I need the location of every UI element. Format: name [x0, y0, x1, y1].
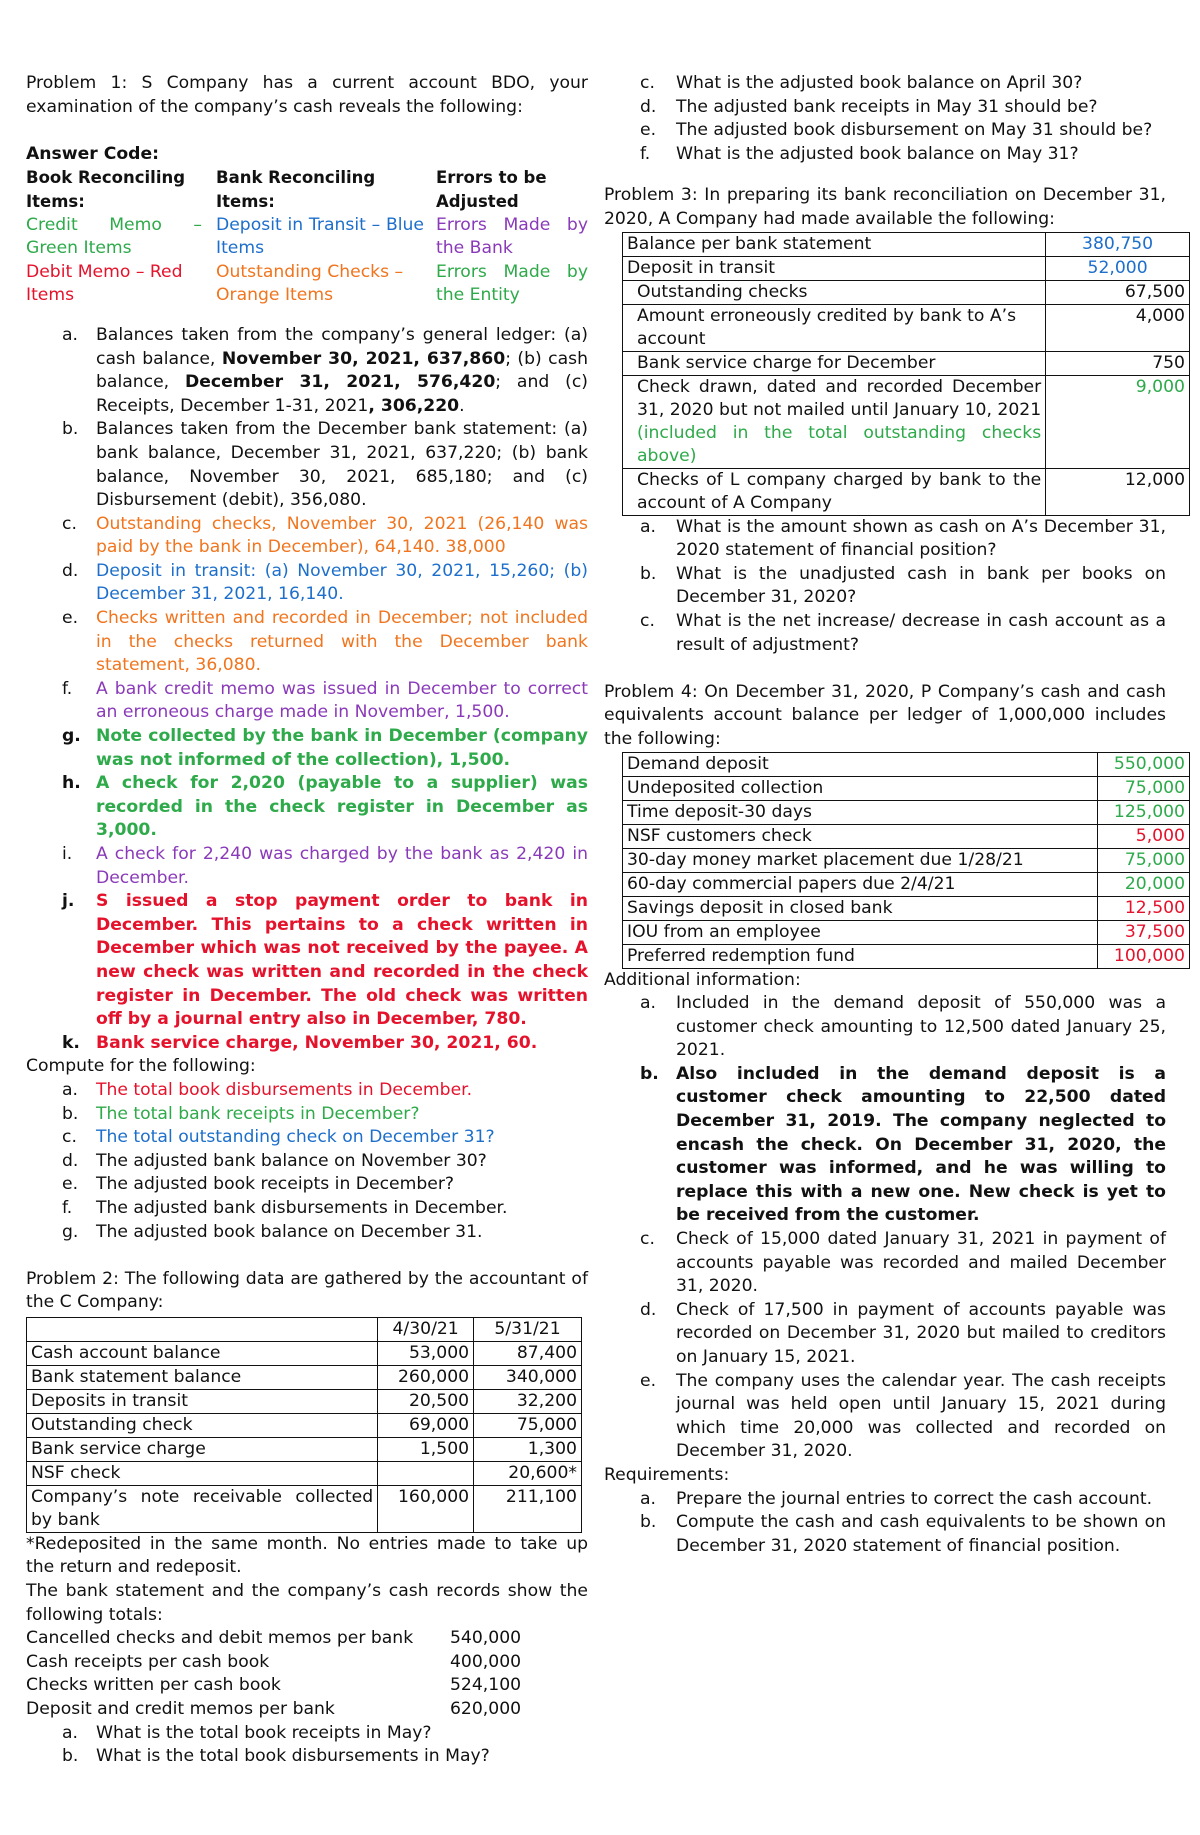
table-row: 60-day commercial papers due 2/4/21 20,000 [623, 872, 1190, 896]
right-column [604, 72, 1185, 1558]
list-item: d. Deposit in transit: (a) November 30, 2021, 15,260; (b) December 31, 2021, 16,140. [62, 560, 588, 605]
problem1-questions [26, 1079, 588, 1244]
legend-bank-errors: Errors Made by the Bank [436, 214, 588, 259]
list-item: c. Check of 15,000 dated January 31, 2021 in payment of accounts payable was recorded and mailed December 31, 2020. [640, 1229, 1166, 1297]
list-item: a. Prepare the journal entries to correct the cash account. [640, 1488, 1153, 1509]
table-row: Check drawn, dated and recorded December 31, 2020 but not mailed until January 10, 2021 (included in the total outstanding checks above) 9,000 [623, 375, 1190, 468]
legend-header-bank: Bank Reconciling [216, 168, 376, 188]
problem2-questions-left [26, 1722, 588, 1769]
list-item: j. S issued a stop payment order to bank in December. This pertains to a check written in December which was not received by the payee. A new check was written and recorded in the check register in December. The old check was written off by a journal entry also in December, 780. [62, 891, 588, 1030]
problem4-table [622, 752, 1190, 969]
table-row: NSF check 20,600* [27, 1461, 582, 1485]
totals-value: 620,000 [450, 1699, 522, 1720]
table-row: Amount erroneously credited by bank to A’s account 4,000 [623, 304, 1190, 351]
list-item: d. Check of 17,500 in payment of accounts payable was recorded on December 31, 2020 but mailed to creditors on January 15, 2021. [640, 1299, 1166, 1367]
table-row: Time deposit-30 days 125,000 [623, 800, 1190, 824]
list-item: e. The adjusted book disbursement on May 31 should be? [640, 120, 1153, 141]
legend-header-bank-2: Items: [216, 191, 275, 211]
table-row: Outstanding checks 67,500 [623, 280, 1190, 304]
table-row: Demand deposit 550,000 [623, 752, 1190, 776]
table-row: Undeposited collection 75,000 [623, 776, 1190, 800]
list-item: c. The total outstanding check on December 31? [62, 1127, 495, 1148]
table-row: Preferred redemption fund 100,000 [623, 944, 1190, 968]
legend-credit-memo: Credit Memo – Green Items [26, 214, 202, 259]
problem2-questions-right [604, 72, 1166, 166]
table-row: NSF customers check 5,000 [623, 824, 1190, 848]
additional-info-heading: Additional information: [604, 969, 801, 990]
totals-label: Cash receipts per cash book [26, 1651, 270, 1672]
legend-header-errors-2: Adjusted [436, 191, 519, 211]
list-item: f. What is the adjusted book balance on May 31? [640, 143, 1079, 164]
legend-debit-memo: Debit Memo – Red Items [26, 261, 183, 306]
list-item: g. The adjusted book balance on December 31. [62, 1221, 483, 1242]
list-item: c. Outstanding checks, November 30, 2021 (26,140 was paid by the bank in December), 64,140. 38,000 [62, 513, 588, 558]
legend-header-book: Book Reconciling [26, 168, 186, 188]
table-header-row [27, 1317, 582, 1341]
problem2-note2: The bank statement and the company’s cash records show the following totals: [26, 1581, 588, 1625]
list-item: e. The adjusted book receipts in December? [62, 1174, 455, 1195]
legend-header-book-2: Items: [26, 191, 85, 211]
table-row: Company’s note receivable collected by bank 160,000 211,100 [27, 1485, 582, 1532]
list-item: h. A check for 2,020 (payable to a supplier) was recorded in the check register in December as 3,000. [62, 773, 588, 841]
list-item: a. The total book disbursements in December. [62, 1079, 473, 1100]
list-item: f. The adjusted bank disbursements in December. [62, 1197, 508, 1218]
compute-heading: Compute for the following: [26, 1056, 256, 1077]
list-item: b. What is the unadjusted cash in bank per books on December 31, 2020? [640, 563, 1166, 608]
table-row: Bank service charge 1,500 1,300 [27, 1437, 582, 1461]
legend-outstanding-checks: Outstanding Checks – Orange Items [216, 261, 404, 306]
list-item: a. Balances taken from the company’s general ledger: (a) cash balance, November 30, 2021, 637,860; (b) cash balance, December 31, 2021, 576,420; and (c) Receipts, December 1-31, 2021, 306,220. [62, 324, 588, 416]
totals-value: 400,000 [450, 1651, 522, 1672]
totals-label: Deposit and credit memos per bank [26, 1699, 335, 1720]
problem3-questions [604, 516, 1166, 658]
answer-code-heading: Answer Code: [26, 143, 160, 164]
table-row: Balance per bank statement 380,750 [623, 232, 1190, 256]
list-item: e. Checks written and recorded in December; not included in the checks returned with the December bank statement, 36,080. [62, 608, 588, 676]
table-row: Savings deposit in closed bank 12,500 [623, 896, 1190, 920]
problem3-intro: Problem 3: In preparing its bank reconciliation on December 31, 2020, A Company had made available the following: [604, 185, 1166, 229]
legend-header-errors: Errors to be [436, 168, 547, 188]
problem3-table [622, 232, 1190, 516]
answer-code-legend [26, 166, 588, 308]
left-column [26, 72, 588, 1769]
table-row: Cash account balance 53,000 87,400 [27, 1341, 582, 1365]
problem4-requirements [604, 1488, 1166, 1559]
problem2-note: *Redeposited in the same month. No entries made to take up the return and redeposit. [26, 1533, 588, 1578]
list-item: f. A bank credit memo was issued in December to correct an erroneous charge made in November, 1,500. [62, 678, 588, 723]
totals-label: Checks written per cash book [26, 1675, 281, 1696]
table-row: Outstanding check 69,000 75,000 [27, 1413, 582, 1437]
table-row: Checks of L company charged by bank to the account of A Company 12,000 [623, 468, 1190, 515]
list-item: e. The company uses the calendar year. The cash receipts journal was held open until January 15, 2021 during which time 20,000 was collected and recorded on December 31, 2020. [640, 1370, 1166, 1462]
list-item: b. What is the total book disbursements in May? [62, 1746, 490, 1767]
legend-entity-errors: Errors Made by the Entity [436, 261, 588, 306]
list-item: i. A check for 2,240 was charged by the bank as 2,420 in December. [62, 844, 588, 888]
list-item: b. Also included in the demand deposit is a customer check amounting to 22,500 dated December 31, 2019. The company neglected to encash the check. On December 31, 2020, the customer was informed, and he was willing to replace this with a new one. New check is yet to be received from the customer. [640, 1063, 1166, 1226]
problem2-intro: Problem 2: The following data are gathered by the accountant of the C Company: [26, 1268, 588, 1313]
problem4-intro: Problem 4: On December 31, 2020, P Company’s cash and cash equivalents account balance per ledger of 1,000,000 includes the following: [604, 681, 1166, 749]
col-header-may: 5/31/21 [474, 1317, 582, 1341]
problem1-items [26, 324, 588, 1055]
table-row: Deposits in transit 20,500 32,200 [27, 1389, 582, 1413]
table-row: Bank statement balance 260,000 340,000 [27, 1365, 582, 1389]
list-item: a. Included in the demand deposit of 550,000 was a customer check amounting to 12,500 dated January 25, 2021. [640, 993, 1166, 1061]
list-item: b. Compute the cash and cash equivalents to be shown on December 31, 2020 statement of financial position. [640, 1512, 1166, 1556]
list-item: d. The adjusted bank receipts in May 31 should be? [640, 96, 1098, 117]
problem2-totals [26, 1627, 588, 1721]
table-row: Bank service charge for December 750 [623, 351, 1190, 375]
list-item: c. What is the net increase/ decrease in cash account as a result of adjustment? [640, 610, 1166, 655]
list-item: d. The adjusted bank balance on November 30? [62, 1150, 487, 1171]
requirements-heading: Requirements: [604, 1464, 730, 1485]
totals-label: Cancelled checks and debit memos per bank [26, 1628, 414, 1649]
table-row: IOU from an employee 37,500 [623, 920, 1190, 944]
problem1-intro: Problem 1: S Company has a current account BDO, your examination of the company’s cash reveals the following: [26, 73, 588, 117]
list-item: b. The total bank receipts in December? [62, 1103, 420, 1124]
list-item: k. Bank service charge, November 30, 2021, 60. [62, 1032, 538, 1053]
table-row: Deposit in transit 52,000 [623, 256, 1190, 280]
list-item: b. Balances taken from the December bank statement: (a) bank balance, December 31, 2021, 637,220; (b) bank balance, November 30, 2021, 685,180; and (c) Disbursement (debit), 356,080. [62, 419, 588, 511]
problem2-table [26, 1317, 582, 1533]
list-item: c. What is the adjusted book balance on April 30? [640, 73, 1083, 93]
totals-value: 524,100 [450, 1675, 522, 1696]
list-item: g. Note collected by the bank in December (company was not informed of the collection), 1,500. [62, 726, 588, 770]
col-header-apr: 4/30/21 [378, 1317, 474, 1341]
problem4-info [604, 992, 1166, 1464]
list-item: a. What is the amount shown as cash on A’s December 31, 2020 statement of financial position? [640, 516, 1166, 561]
legend-deposit-in-transit: Deposit in Transit – Blue Items [216, 214, 424, 259]
totals-value: 540,000 [450, 1628, 522, 1649]
list-item: a. What is the total book receipts in May? [62, 1722, 432, 1743]
table-row: 30-day money market placement due 1/28/21 75,000 [623, 848, 1190, 872]
